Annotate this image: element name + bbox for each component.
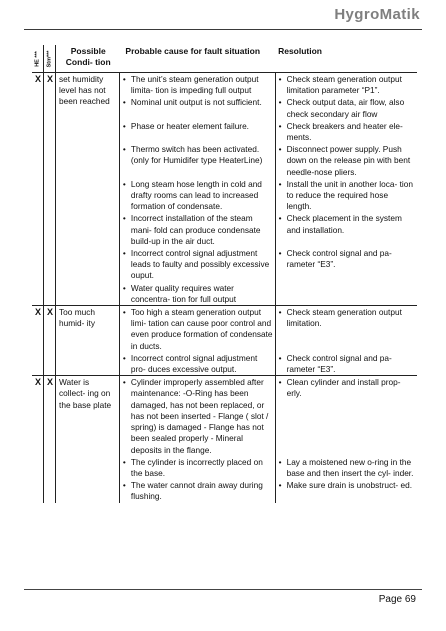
cause-cell: [119, 282, 275, 306]
resolution-text: • Check control signal and pa- rameter “E3”.: [279, 353, 415, 375]
resolution-cell: [275, 178, 417, 213]
cause-text: • Thermo switch has been activated. (only for Humidifer type HeaterLine): [123, 144, 273, 166]
hygromatik-logo: HygroMatik: [334, 6, 420, 23]
cause-cell: [119, 479, 275, 502]
resolution-cell: [275, 73, 417, 97]
cause-cell: [119, 178, 275, 213]
cause-cell: [119, 456, 275, 479]
cause-text: • Water quality requires water concentra- tion for full output: [123, 283, 273, 305]
table-row: [32, 376, 417, 456]
resolution-text: • Clean cylinder and install prop- erly.: [279, 377, 415, 399]
cause-cell: [119, 352, 275, 376]
resolution-text: • Check output data, air flow, also check secondary air flow: [279, 97, 415, 119]
resolution-text: • Check breakers and heater ele- ments.: [279, 121, 415, 143]
table-row: [32, 73, 417, 97]
table-row: [32, 306, 417, 352]
he-mark: X: [32, 73, 44, 306]
resolution-cell: [275, 212, 417, 247]
he-mark: X: [32, 376, 44, 503]
cause-text: • The water cannot drain away during flushing.: [123, 480, 273, 502]
header-stm: Stm***: [44, 45, 56, 73]
resolution-cell: [275, 479, 417, 502]
resolution-text: • Check steam generation output limitation.: [279, 307, 415, 329]
resolution-text: • Install the unit in another loca- tion to reduce the required hose length.: [279, 179, 415, 213]
resolution-text: • Lay a moistened new o-ring in the base and then insert the cyl- inder.: [279, 457, 415, 479]
resolution-cell: [275, 306, 417, 352]
resolution-cell: [275, 456, 417, 479]
resolution-cell: [275, 376, 417, 456]
cause-text: • Incorrect installation of the steam mani- fold can produce condensate build-up in the air duct.: [123, 213, 273, 247]
cause-cell: [119, 376, 275, 456]
cause-text: • Long steam hose length in cold and drafty rooms can lead to increased formation of condensate.: [123, 179, 273, 213]
he-mark: X: [32, 306, 44, 376]
footer-rule: [24, 589, 422, 590]
header-cause: Probable cause for fault situation: [119, 45, 275, 73]
resolution-cell: [275, 96, 417, 119]
resolution-cell: [275, 282, 417, 306]
resolution-cell: [275, 120, 417, 143]
header-resolution: Resolution: [275, 45, 417, 73]
resolution-cell: [275, 143, 417, 178]
cause-cell: [119, 120, 275, 143]
cause-cell: [119, 143, 275, 178]
resolution-text: • Disconnect power supply. Push down on the release pin with bent needle-nose pliers.: [279, 144, 415, 178]
fault-table: [32, 45, 417, 503]
cause-text: • Incorrect control signal adjustment leads to faulty and possibly excessive ouput.: [123, 248, 273, 282]
cause-text: • The unit’s steam generation output limita- tion is impeding full output: [123, 74, 273, 96]
resolution-text: • Check steam generation output limitation parameter “P1”.: [279, 74, 415, 96]
resolution-text: • Check placement in the system and installation.: [279, 213, 415, 235]
stm-mark: X: [44, 306, 56, 376]
cause-text: • Phase or heater element failure.: [123, 121, 273, 132]
stm-mark: X: [44, 73, 56, 306]
cause-cell: [119, 96, 275, 119]
header-condition: Possible Condi- tion: [56, 45, 120, 73]
resolution-cell: [275, 352, 417, 376]
condition-cell: Too much humid- ity: [56, 306, 120, 376]
header-he: HE ***: [32, 45, 44, 73]
cause-cell: [119, 73, 275, 97]
resolution-text: • Check control signal and pa- rameter “E3”.: [279, 248, 415, 270]
page-number: Page 69: [378, 594, 416, 605]
cause-cell: [119, 247, 275, 282]
condition-cell: set humidity level has not been reached: [56, 73, 120, 306]
resolution-text: • Make sure drain is unobstruct- ed.: [279, 480, 415, 491]
stm-mark: X: [44, 376, 56, 503]
cause-text: • Nominal unit output is not sufficient.: [123, 97, 273, 108]
cause-text: • The cylinder is incorrectly placed on the base.: [123, 457, 273, 479]
cause-cell: [119, 212, 275, 247]
cause-text: • Cylinder improperly assembled after maintenance: -O-Ring has been damaged, has not been replaced, or has not been inserted - Flange ( slot / spring) is damaged - Flange has not been sealed properly - Mineral deposits in the flange.: [123, 377, 273, 455]
header-rule: [24, 29, 422, 30]
condition-cell: Water is collect- ing on the base plate: [56, 376, 120, 503]
cause-text: • Incorrect control signal adjustment pro- duces excessive output.: [123, 353, 273, 375]
resolution-cell: [275, 247, 417, 282]
cause-cell: [119, 306, 275, 352]
cause-text: • Too high a steam generation output limi- tation can cause poor control and even produce formation of condensate in ducts.: [123, 307, 273, 352]
